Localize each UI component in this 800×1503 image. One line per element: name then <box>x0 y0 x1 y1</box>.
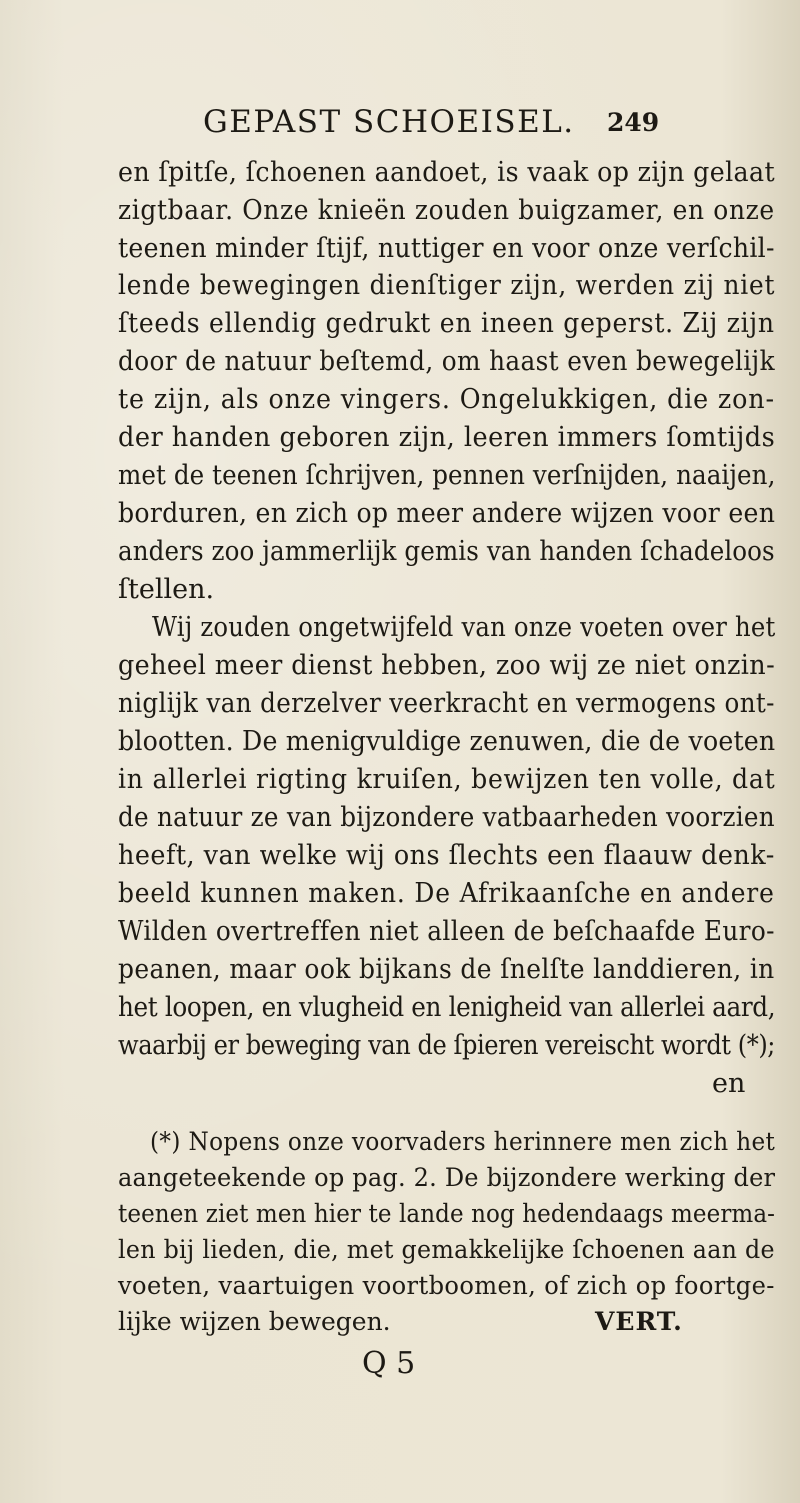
text-line: Wij zouden ongetwijfeld van onze voeten over het <box>152 612 776 643</box>
text-line: Wilden overtreffen niet alleen de beſchaafde Euro- <box>118 916 775 947</box>
footnote-line: aangeteekende op pag. 2. De bijzondere werking der <box>118 1163 776 1192</box>
text-line: met de teenen ſchrijven, pennen verſnijden, naaijen, <box>118 460 776 491</box>
footnote-line: teenen ziet men hier te lande nog hedendaags meerma- <box>118 1199 776 1228</box>
text-line: peanen, maar ook bijkans de ſnelſte landdieren, in <box>118 954 775 985</box>
page-header <box>0 104 800 148</box>
text-line: waarbij er beweging van de ſpieren vereischt wordt (*); <box>118 1030 775 1061</box>
page-number: 249 <box>607 108 660 137</box>
running-title: GEPAST SCHOEISEL. <box>203 104 575 140</box>
footnote-line: (*) Nopens onze voorvaders herinnere men zich het <box>150 1127 776 1156</box>
text-line: het loopen, en vlugheid en lenigheid van allerlei aard, <box>118 992 776 1023</box>
text-line: zigtbaar. Onze knieën zouden buigzamer, en onze <box>118 195 775 226</box>
text-line: geheel meer dienst hebben, zoo wij ze niet onzin- <box>118 650 776 681</box>
text-line: de natuur ze van bijzondere vatbaarheden voorzien <box>118 802 775 833</box>
footnote-signature: VERT. <box>595 1307 683 1336</box>
footnote-line: len bij lieden, die, met gemakkelijke ſchoenen aan de <box>118 1235 775 1264</box>
text-line: in allerlei rigting kruiſen, bewijzen ten volle, dat <box>118 764 776 795</box>
text-line: door de natuur beſtemd, om haast even bewegelijk <box>118 346 775 377</box>
text-line: beeld kunnen maken. De Afrikaanſche en andere <box>118 878 775 909</box>
text-line: teenen minder ſtijf, nuttiger en voor onze verſchil- <box>118 233 775 264</box>
text-line: en ſpitſe, ſchoenen aandoet, is vaak op zijn gelaat <box>118 157 776 188</box>
text-line: borduren, en zich op meer andere wijzen voor een <box>118 498 776 529</box>
text-line: blootten. De menigvuldige zenuwen, die de voeten <box>118 726 776 757</box>
text-line: ſteeds ellendig gedrukt en ineen geperst. Zij zijn <box>118 308 775 339</box>
footnote-line: voeten, vaartuigen voortboomen, of zich op foortge- <box>118 1271 775 1300</box>
catchword: en <box>712 1068 746 1099</box>
text-line: lende bewegingen dienſtiger zijn, werden zij niet <box>118 270 776 301</box>
text-line: niglijk van derzelver veerkracht en vermogens ont- <box>118 688 775 719</box>
text-line: anders zoo jammerlijk gemis van handen ſchadeloos <box>118 536 775 567</box>
signature-mark: Q 5 <box>362 1346 416 1381</box>
footnote-line: lijke wijzen bewegen. <box>118 1307 391 1336</box>
text-line: te zijn, als onze vingers. Ongelukkigen, die zon- <box>118 384 775 415</box>
text-line: heeft, van welke wij ons ſlechts een flaauw denk- <box>118 840 775 871</box>
text-line: ſtellen. <box>118 574 215 605</box>
text-line: der handen geboren zijn, leeren immers ſomtijds <box>118 422 776 453</box>
